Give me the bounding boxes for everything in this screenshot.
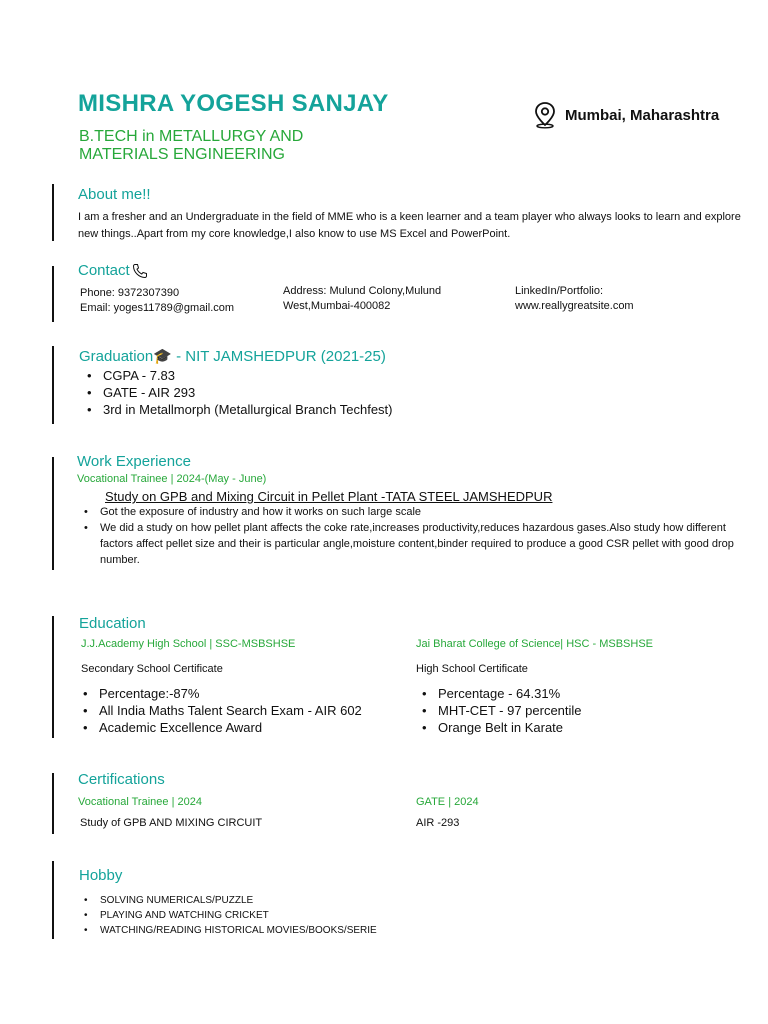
cert-right-title: GATE | 2024 [416, 796, 479, 808]
list-item: • GATE - AIR 293 [81, 384, 393, 401]
list-item: • All India Maths Talent Search Exam - AIR 602 [77, 702, 362, 719]
section-divider [52, 346, 54, 424]
list-item: • 3rd in Metallmorph (Metallurgical Branch Techfest) [81, 401, 393, 418]
work-role: Vocational Trainee | 2024-(May - June) [77, 473, 267, 485]
cert-left-text: Study of GPB AND MIXING CIRCUIT [80, 817, 263, 829]
list-item: • Percentage - 64.31% [416, 685, 582, 702]
list-item: • Got the exposure of industry and how it works on such large scale [78, 504, 748, 520]
list-item: • We did a study on how pellet plant affects the coke rate,increases productivity,reduces hazardous gases.Also study how different factors affect pellet size and their is particular angle,moisture content,binder required to produce a good CSR pellet with good drop number. [78, 520, 748, 568]
candidate-name: MISHRA YOGESH SANJAY [78, 90, 389, 117]
linkedin-label: LinkedIn/Portfolio: [515, 285, 604, 297]
graduation-list [81, 367, 393, 418]
list-item: • Orange Belt in Karate [416, 719, 582, 736]
contact-address: Address: Mulund Colony,Mulund West,Mumbai-400082 [283, 285, 442, 312]
college-certificate: High School Certificate [416, 663, 528, 675]
college-name: Jai Bharat College of Science| HSC - MSBSHSE [416, 638, 654, 650]
list-item: • PLAYING AND WATCHING CRICKET [78, 908, 377, 923]
graduation-heading [79, 347, 386, 365]
location [533, 101, 719, 129]
list-item: • Percentage:-87% [77, 685, 362, 702]
degree-title: B.TECH in METALLURGY AND MATERIALS ENGINEERING [79, 128, 304, 163]
hobby-list [78, 893, 377, 938]
list-item: • MHT-CET - 97 percentile [416, 702, 582, 719]
graduation-cap-icon: 🎓 [153, 348, 172, 365]
contact-title: Contact [78, 262, 130, 279]
school-name: J.J.Academy High School | SSC-MSBSHSE [81, 638, 296, 650]
list-item: • SOLVING NUMERICALS/PUZZLE [78, 893, 377, 908]
graduation-title: Graduation [79, 348, 154, 365]
section-divider [52, 184, 54, 241]
graduation-institute: - NIT JAMSHEDPUR (2021-25) [171, 348, 386, 365]
contact-heading [78, 262, 148, 279]
work-title: Work Experience [77, 453, 191, 470]
certifications-title: Certifications [78, 771, 165, 788]
section-divider [52, 266, 54, 322]
section-divider [52, 861, 54, 939]
school-list [77, 685, 362, 736]
contact-phone: Phone: 9372307390 [80, 287, 180, 299]
cert-right-text: AIR -293 [416, 817, 460, 829]
linkedin-url[interactable]: www.reallygreatsite.com [515, 300, 634, 312]
cert-left-title: Vocational Trainee | 2024 [78, 796, 202, 808]
section-divider [52, 773, 54, 834]
work-project: Study on GPB and Mixing Circuit in Pellet Plant -TATA STEEL JAMSHEDPUR [105, 489, 553, 504]
hobby-title: Hobby [79, 867, 123, 884]
section-divider [52, 457, 54, 570]
location-text: Mumbai, Maharashtra [565, 106, 720, 124]
about-text: I am a fresher and an Undergraduate in the field of MME who is a keen learner and a team player who always looks to learn and explore new things..Apart from my core knowledge,I also know to use MS Excel and PowerPoint. [78, 211, 741, 240]
about-title: About me!! [78, 186, 151, 203]
college-list [416, 685, 582, 736]
phone-icon [132, 263, 148, 279]
map-pin-icon [533, 101, 557, 129]
section-divider [52, 616, 54, 738]
list-item: • WATCHING/READING HISTORICAL MOVIES/BOOKS/SERIE [78, 923, 377, 938]
list-item: • Academic Excellence Award [77, 719, 362, 736]
contact-email[interactable]: Email: yoges11789@gmail.com [80, 302, 235, 314]
list-item: • CGPA - 7.83 [81, 367, 393, 384]
work-list [78, 504, 748, 568]
school-certificate: Secondary School Certificate [81, 663, 223, 675]
education-title: Education [79, 615, 146, 632]
